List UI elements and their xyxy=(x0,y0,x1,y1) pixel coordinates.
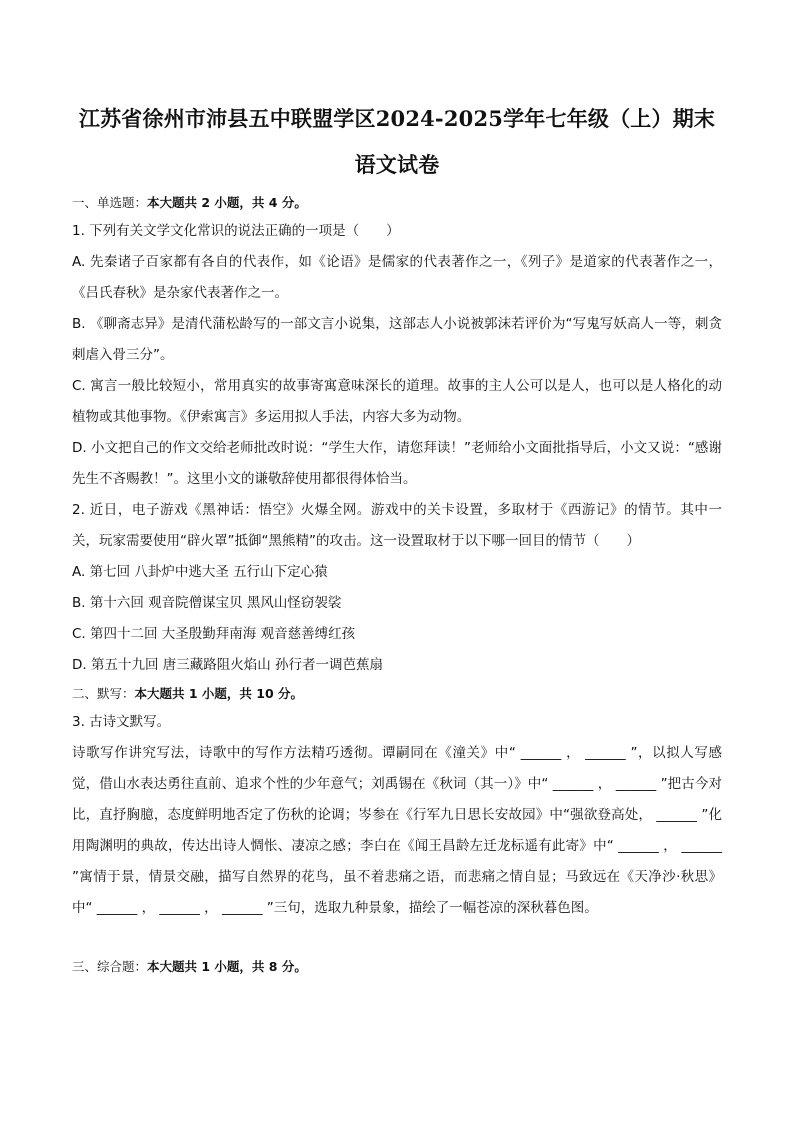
section-meta: 本大题共 1 小题，共 8 分。 xyxy=(147,959,307,974)
question-2-option-d: D. 第五十九回 唐三藏路阻火焰山 孙行者一调芭蕉扇 xyxy=(72,657,384,673)
section-heading xyxy=(72,681,722,707)
section-gap xyxy=(72,924,722,954)
question-1-stem: 1. 下列有关文学文化常识的说法正确的一项是（ ） xyxy=(72,223,400,239)
section-prefix: 一、单选题： xyxy=(72,195,148,210)
question-2-stem: 2. 近日，电子游戏《黑神话：悟空》火爆全网。游戏中的关卡设置，多取材于《西游记》的情节。其中一关，玩家需要使用“辟火罩”抵御“黑熊精”的攻击。这一设置取材于以下哪一回目的情节（ ） xyxy=(72,502,722,549)
question-2-option-a: A. 第七回 八卦炉中逃大圣 五行山下定心猿 xyxy=(72,564,328,580)
section-comprehensive xyxy=(72,954,722,980)
exam-page xyxy=(72,96,722,980)
section-meta: 本大题共 1 小题，共 10 分。 xyxy=(134,686,304,701)
question-3-stem: 3. 古诗文默写。 xyxy=(72,714,171,730)
section-meta: 本大题共 2 小题，共 4 分。 xyxy=(147,195,307,210)
question-1-option-b: B. 《聊斋志异》是清代蒲松龄写的一部文言小说集，这部志人小说被郭沫若评价为“写鬼写妖高人一等，刺贪刺虐入骨三分”。 xyxy=(72,316,722,363)
section-prefix: 三、综合题： xyxy=(72,959,148,974)
question-2-option-c: C. 第四十二回 大圣殷勤拜南海 观音慈善缚红孩 xyxy=(72,626,356,642)
section-single-choice xyxy=(72,190,722,681)
question-3-passage: 诗歌写作讲究写法，诗歌中的写作方法精巧透彻。谭嗣同在《潼关》中“ ______ ， ______ ”，以拟人写感觉，借山水表达勇往直前、追求个性的少年意气；刘禹锡在《秋词（其一）》中“ ______ ， ______ ”把古今对比，直抒胸臆，态度鲜明地否定了伤秋的论调；岑参在《行军九日思长安故园》中“强欲登高处， ______ ”化用陶渊明的典故，传达出诗人惆怅、凄凉之感；李白在《闻王昌龄左迁龙标遥有此寄》中“ ______ ， ______ ”寓情于景，情景交融，描写自然界的花鸟，虽不着悲痛之语，而悲痛之情自显；马致远在《天净沙·秋思》中“ ______ ， ______ ， ______ ”三句，选取九种景象，描绘了一幅苍凉的深秋暮色图。 xyxy=(72,745,722,916)
page-title: 江苏省徐州市沛县五中联盟学区2024-2025学年七年级（上）期末语文试卷 xyxy=(78,106,716,177)
section-dictation xyxy=(72,681,722,924)
section-prefix: 二、默写： xyxy=(72,686,135,701)
section-heading xyxy=(72,190,722,216)
question-1-option-d: D. 小文把自己的作文交给老师批改时说：“学生大作，请您拜读！”老师给小文面批指导后，小文又说：“感谢先生不吝赐教！”。这里小文的谦敬辞使用都很得体恰当。 xyxy=(72,440,722,487)
section-heading xyxy=(72,954,722,980)
question-1-option-c: C. 寓言一般比较短小，常用真实的故事寄寓意味深长的道理。故事的主人公可以是人，也可以是人格化的动植物或其他事物。《伊索寓言》多运用拟人手法，内容大多为动物。 xyxy=(72,378,722,425)
question-2-option-b: B. 第十六回 观音院僧谋宝贝 黑风山怪窃袈裟 xyxy=(72,595,342,611)
question-1-option-a: A. 先秦诸子百家都有各自的代表作，如《论语》是儒家的代表著作之一，《列子》是道家的代表著作之一，《吕氏春秋》是杂家代表著作之一。 xyxy=(72,254,722,301)
